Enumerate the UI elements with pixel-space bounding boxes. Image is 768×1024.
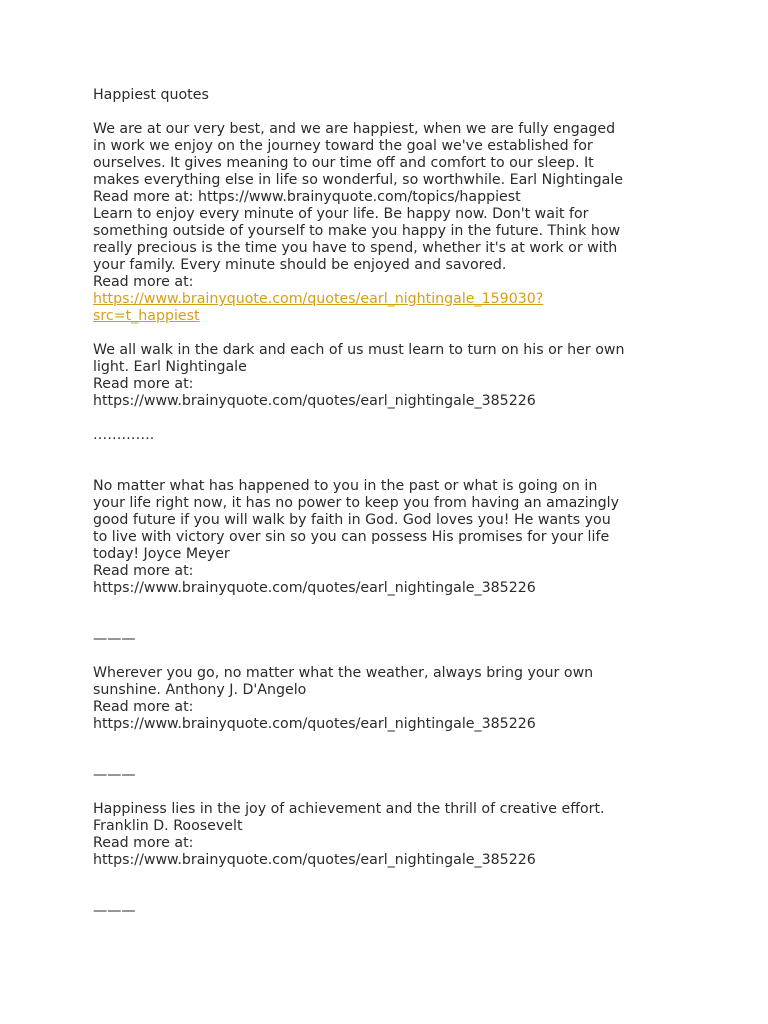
- text-line: in work we enjoy on the journey toward the goal we've established for: [93, 138, 593, 154]
- spacer: [93, 648, 693, 665]
- text-line: Read more at:: [93, 835, 194, 851]
- dots-separator: ………….: [93, 427, 155, 443]
- text-line: Learn to enjoy every minute of your life. Be happy now. Don't wait for: [93, 206, 589, 222]
- text-line: your life right now, it has no power to keep you from having an amazingly: [93, 495, 620, 511]
- text-line: ourselves. It gives meaning to our time off and comfort to our sleep. It: [93, 155, 594, 171]
- spacer: [93, 869, 693, 903]
- spacer: [93, 733, 693, 767]
- text-line: https://www.brainyquote.com/quotes/earl_nightingale_385226: [93, 852, 536, 868]
- text-line: Franklin D. Roosevelt: [93, 818, 243, 834]
- text-line: light. Earl Nightingale: [93, 359, 247, 375]
- quote-block-3: [93, 342, 693, 410]
- text-line: sunshine. Anthony J. D'Angelo: [93, 682, 307, 698]
- text-line: good future if you will walk by faith in God. God loves you! He wants you: [93, 512, 611, 528]
- spacer: [93, 325, 693, 342]
- divider: ———: [93, 631, 136, 647]
- text-line: Wherever you go, no matter what the weather, always bring your own: [93, 665, 594, 681]
- text-line: Read more at:: [93, 376, 194, 392]
- quote-link[interactable]: https://www.brainyquote.com/quotes/earl_nightingale_159030?: [93, 291, 544, 307]
- quote-block-2: [93, 206, 693, 325]
- text-line: Read more at:: [93, 699, 194, 715]
- document-page: [93, 87, 693, 920]
- quote-block-1: [93, 121, 693, 206]
- text-line: https://www.brainyquote.com/quotes/earl_nightingale_385226: [93, 716, 536, 732]
- quote-block-5: [93, 665, 693, 733]
- divider: ———: [93, 903, 136, 919]
- text-line: No matter what has happened to you in the past or what is going on in: [93, 478, 598, 494]
- text-line: your family. Every minute should be enjoyed and savored.: [93, 257, 507, 273]
- quote-link-continued[interactable]: src=t_happiest: [93, 308, 200, 324]
- text-line: Happiness lies in the joy of achievement and the thrill of creative effort.: [93, 801, 605, 817]
- spacer: [93, 597, 693, 631]
- text-line: Read more at: https://www.brainyquote.com/topics/happiest: [93, 189, 521, 205]
- text-line: Read more at:: [93, 563, 194, 579]
- quote-block-4: [93, 478, 693, 597]
- spacer: [93, 104, 693, 121]
- spacer: [93, 444, 693, 478]
- text-line: We are at our very best, and we are happiest, when we are fully engaged: [93, 121, 616, 137]
- quote-block-6: [93, 801, 693, 869]
- spacer: [93, 784, 693, 801]
- spacer: [93, 410, 693, 427]
- text-line: https://www.brainyquote.com/quotes/earl_nightingale_385226: [93, 393, 536, 409]
- text-line: to live with victory over sin so you can possess His promises for your life: [93, 529, 610, 545]
- text-line: something outside of yourself to make you happy in the future. Think how: [93, 223, 621, 239]
- text-line: today! Joyce Meyer: [93, 546, 230, 562]
- text-line: We all walk in the dark and each of us must learn to turn on his or her own: [93, 342, 625, 358]
- document-title: Happiest quotes: [93, 87, 209, 103]
- text-line: makes everything else in life so wonderful, so worthwhile. Earl Nightingale: [93, 172, 624, 188]
- text-line: Read more at:: [93, 274, 194, 290]
- text-line: https://www.brainyquote.com/quotes/earl_nightingale_385226: [93, 580, 536, 596]
- divider: ———: [93, 767, 136, 783]
- text-line: really precious is the time you have to spend, whether it's at work or with: [93, 240, 618, 256]
